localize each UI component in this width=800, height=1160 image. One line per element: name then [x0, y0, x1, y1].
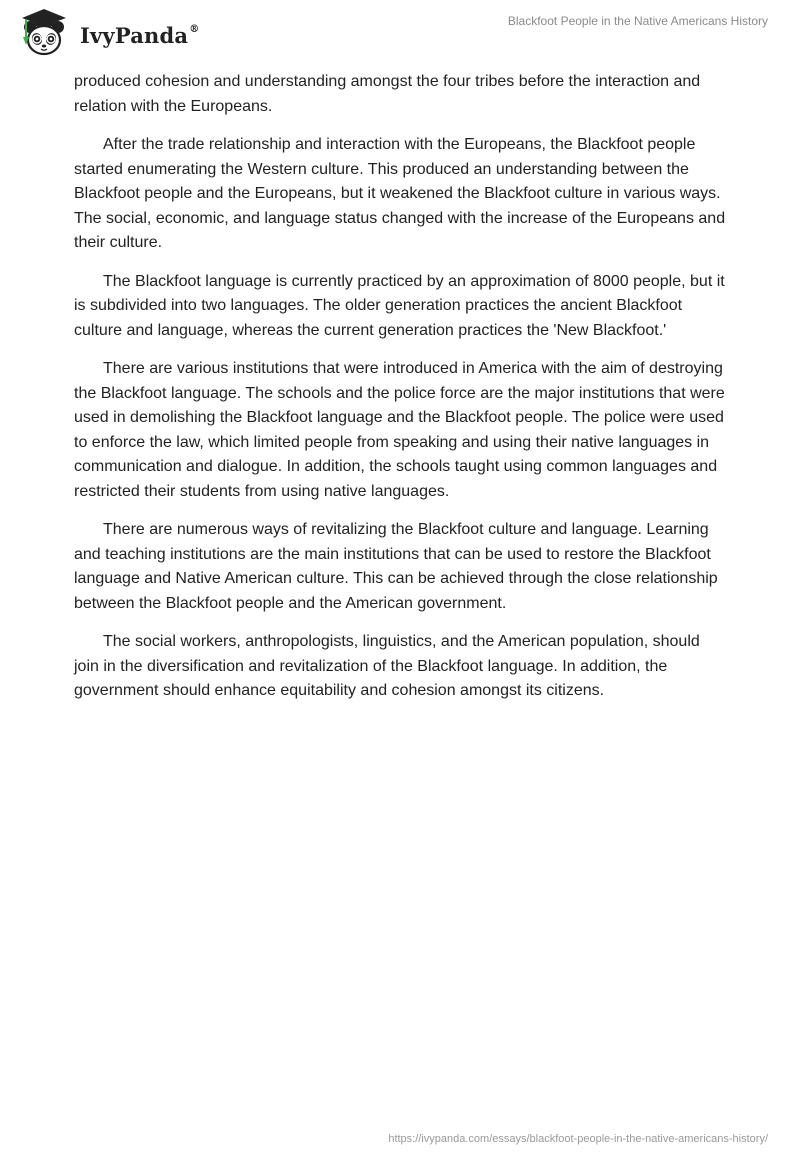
paragraph: After the trade relationship and interaction with the Europeans, the Blackfoot people started enumerating the Western culture. This produced an understanding between the Blackfoot people and the Europeans, but it weakened the Blackfoot culture in various ways. The social, economic, and language status changed with the increase of the Europeans and their culture.: [74, 136, 726, 251]
ivypanda-logo[interactable]: [14, 7, 199, 59]
paragraph-continuation: produced cohesion and understanding amongst the four tribes before the interaction and relation with the Europeans.: [74, 73, 701, 115]
source-url[interactable]: https://ivypanda.com/essays/blackfoot-people-in-the-native-americans-history/: [388, 1133, 768, 1145]
page-header: [0, 0, 800, 70]
registered-mark: ®: [189, 23, 200, 35]
panda-graduate-icon: [14, 7, 74, 59]
brand-name: IvyPanda®: [80, 22, 200, 48]
document-title: Blackfoot People in the Native Americans History: [507, 14, 768, 28]
paragraph: There are various institutions that were introduced in America with the aim of destroying the Blackfoot language. The schools and the police force are the major institutions that were used in demolishing the Blackfoot language and the Blackfoot people. The police were used to enforce the law, which limited people from speaking and using their native languages in communication and dialogue. In addition, the schools taught using common languages and restricted their students from using native languages.: [74, 360, 725, 500]
essay-body: [74, 70, 728, 718]
paragraph: The Blackfoot language is currently practiced by an approximation of 8000 people, but it is subdivided into two languages. The older generation practices the ancient Blackfoot culture and language, whereas the current generation practices the 'New Blackfoot.': [74, 272, 725, 339]
paragraph: There are numerous ways of revitalizing the Blackfoot culture and language. Learning and teaching institutions are the main institutions that can be used to restore the Blackfoot language and Native American culture. This can be achieved through the close relationship between the Blackfoot people and the American government.: [74, 521, 718, 612]
paragraph: The social workers, anthropologists, linguistics, and the American population, should join in the diversification and revitalization of the Blackfoot language. In addition, the government should enhance equitability and cohesion amongst its citizens.: [74, 633, 700, 699]
